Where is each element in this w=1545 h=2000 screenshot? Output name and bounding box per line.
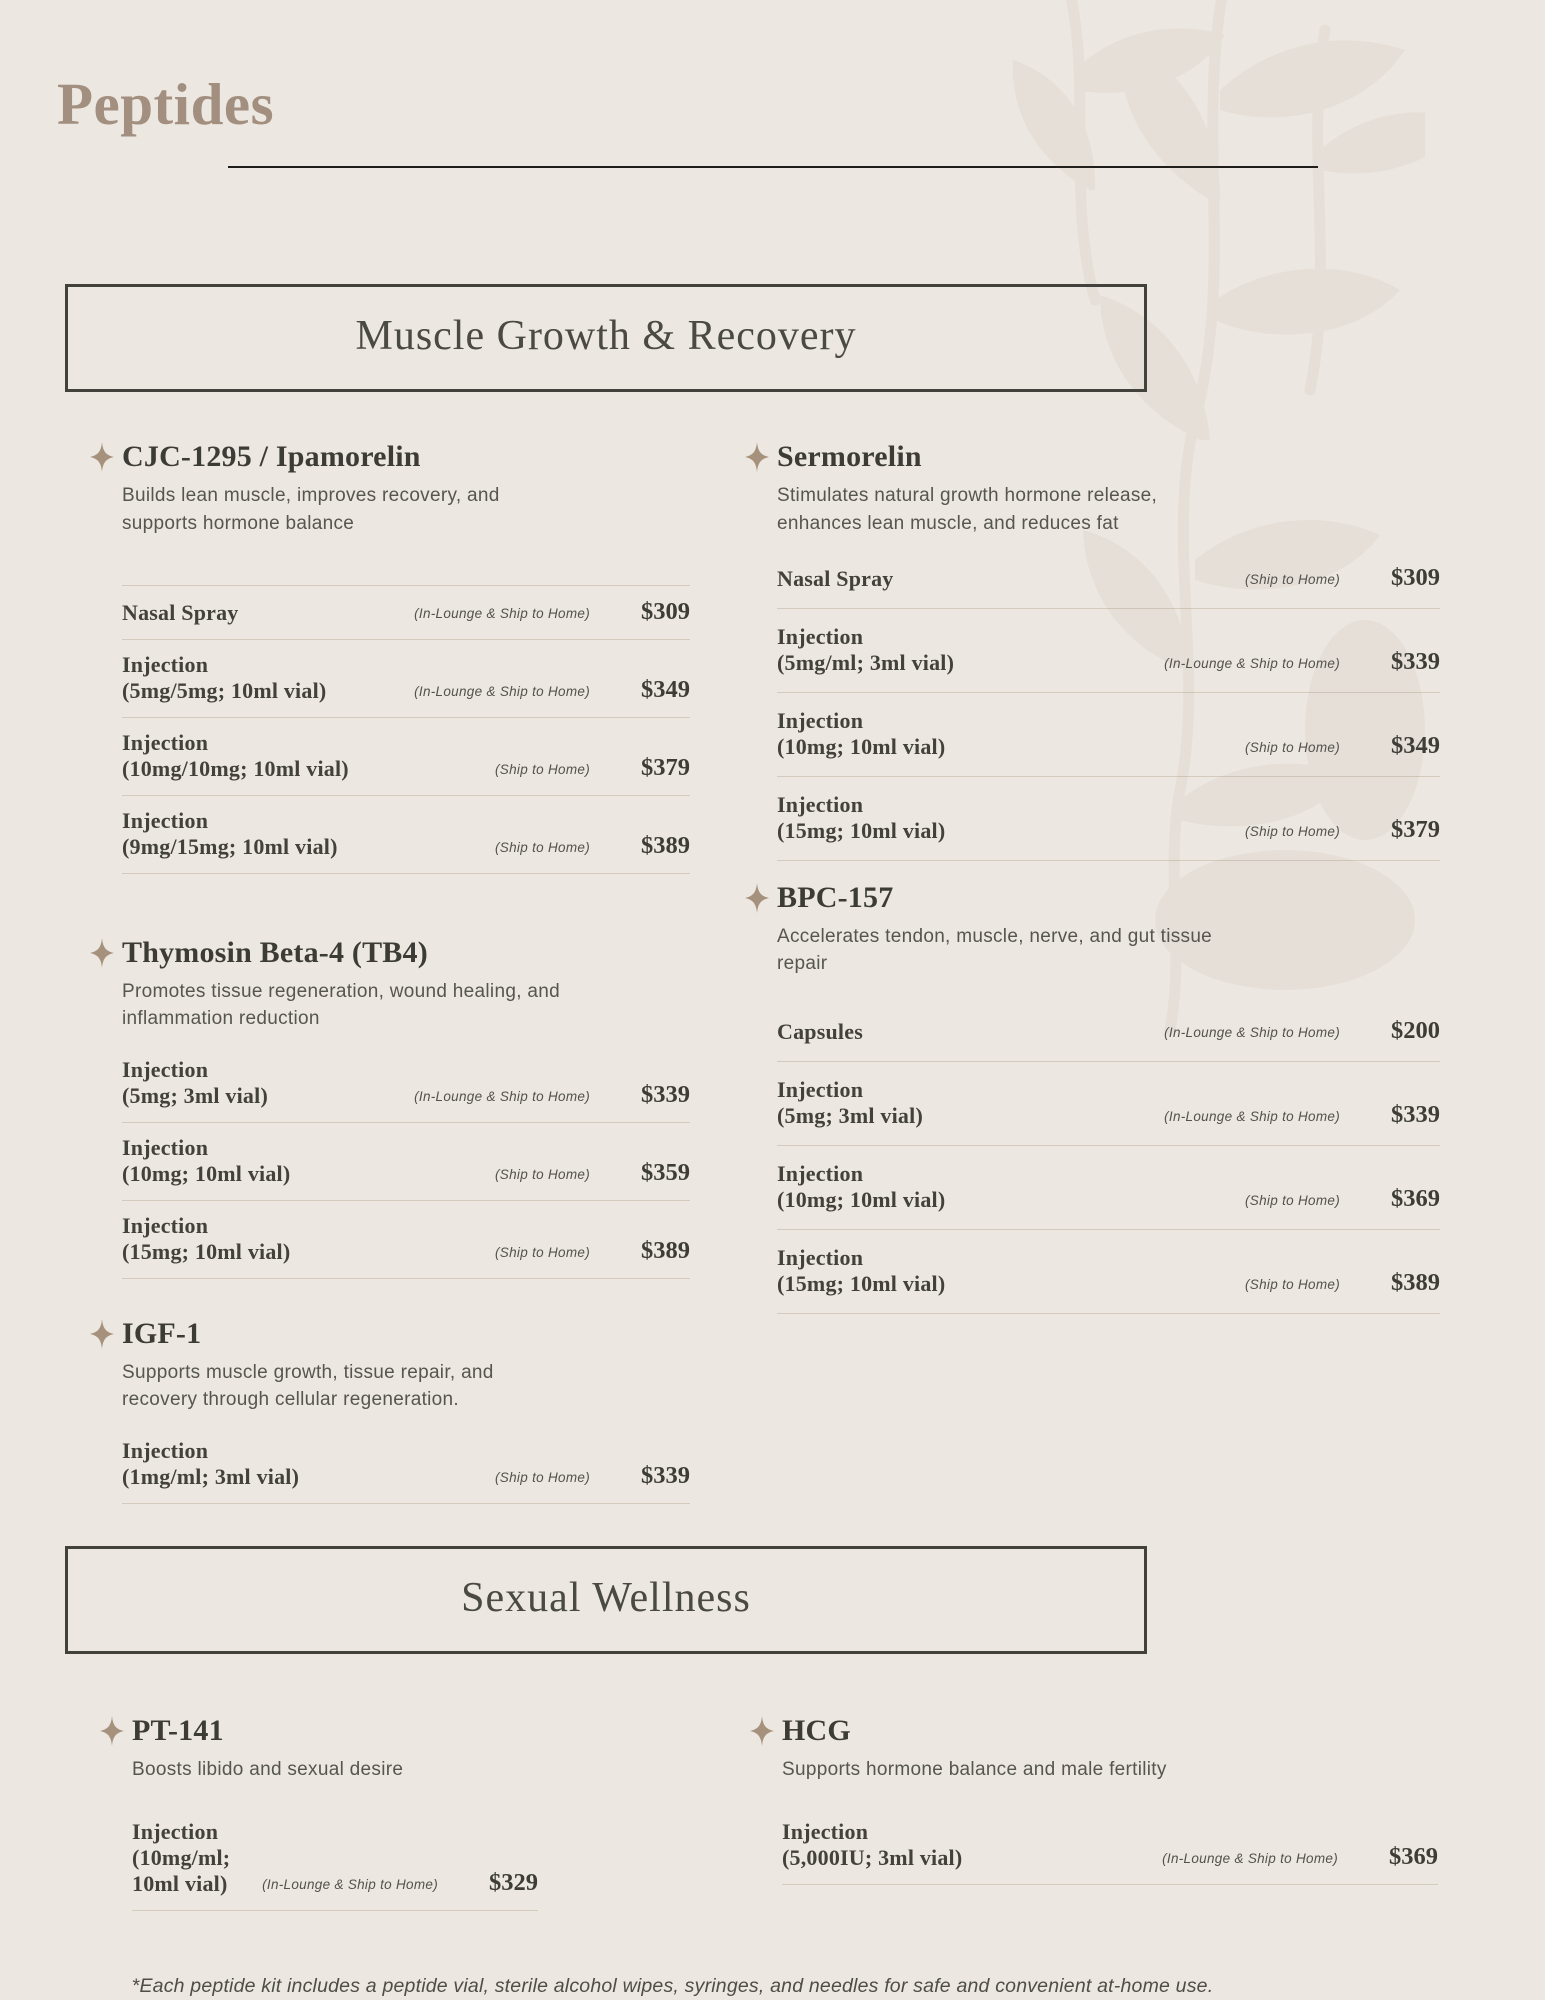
item-dosage: (5mg/ml; 3ml vial): [777, 650, 955, 676]
price-row: [777, 1062, 1440, 1146]
product-name: PT-141: [132, 1713, 224, 1747]
price-row: [782, 1807, 1438, 1885]
product: [100, 1714, 538, 1911]
item-form: Injection: [777, 1076, 864, 1102]
item-form: Injection: [782, 1819, 869, 1845]
product-name: HCG: [782, 1713, 851, 1747]
price-row: [777, 1230, 1440, 1314]
item-form: Injection: [777, 624, 864, 650]
item-dosage: (9mg/15mg; 10ml vial): [122, 833, 338, 859]
item-dosage: (10mg/10mg; 10ml vial): [122, 755, 349, 781]
price-row: [777, 693, 1440, 777]
item-price: $369: [1389, 1843, 1438, 1871]
item-price: $200: [1391, 1016, 1440, 1044]
product-description: Supports hormone balance and male fertility: [782, 1758, 1167, 1780]
product-header: [90, 440, 690, 473]
kit-footnote: *Each peptide kit includes a peptide vial, sterile alcohol wipes, syringes, and needles for safe and convenient at-home use.: [131, 1975, 1214, 1998]
price-rows: [782, 1807, 1438, 1885]
item-price: $389: [1391, 1268, 1440, 1296]
menu-column: [745, 440, 1440, 1314]
availability-note: (In-Lounge & Ship to Home): [1164, 1024, 1340, 1040]
sparkle-star-icon: [90, 442, 114, 472]
item-price: $369: [1391, 1184, 1440, 1212]
product-body: [122, 1359, 690, 1504]
item-dosage: (5mg/5mg; 10ml vial): [122, 678, 327, 704]
item-dosage: (10mg; 10ml vial): [122, 1160, 291, 1186]
item-form: Injection: [777, 1160, 864, 1186]
sparkle-star-icon: [90, 938, 114, 968]
section-title: Sexual Wellness: [461, 1574, 751, 1621]
availability-note: (Ship to Home): [1245, 739, 1340, 755]
product-body: [122, 482, 690, 874]
item-form: Nasal Spray: [777, 566, 894, 592]
item-price: $389: [641, 1236, 690, 1264]
sparkle-star-icon: [750, 1716, 774, 1746]
item-dosage: (15mg; 10ml vial): [122, 1238, 291, 1264]
item-price: $349: [1391, 731, 1440, 759]
item-form: Injection: [122, 807, 209, 833]
item-label: [122, 600, 414, 626]
item-price: $339: [1391, 1100, 1440, 1128]
item-price: $359: [641, 1158, 690, 1186]
item-label: [122, 808, 495, 860]
availability-note: (Ship to Home): [1245, 1192, 1340, 1208]
menu-column: [90, 440, 690, 1504]
item-label: [782, 1819, 1162, 1871]
item-form: Injection: [777, 791, 864, 817]
item-form: Injection: [122, 730, 209, 755]
item-dosage: (15mg; 10ml vial): [777, 817, 946, 843]
product-name: CJC-1295 / Ipamorelin: [122, 440, 421, 473]
product-description: Supports muscle growth, tissue repair, and recovery through cellular regeneration.: [122, 1361, 494, 1411]
item-label: [777, 1077, 1164, 1129]
item-price: $379: [641, 753, 690, 781]
item-form: Injection: [122, 1212, 209, 1238]
price-rows: [122, 1426, 690, 1504]
availability-note: (In-Lounge & Ship to Home): [414, 606, 590, 622]
product-name: BPC-157: [777, 880, 894, 914]
item-form: Injection: [777, 708, 864, 733]
product-body: [782, 1756, 1438, 1885]
item-label: [777, 1019, 1164, 1045]
sparkle-star-icon: [750, 1716, 774, 1746]
item-label: [777, 1161, 1245, 1213]
price-row: [122, 718, 690, 796]
product: [745, 881, 1440, 1314]
item-label: [777, 624, 1164, 676]
price-rows: [777, 549, 1440, 861]
item-label: [122, 1213, 495, 1265]
item-label: [777, 792, 1245, 844]
price-row: [122, 1123, 690, 1201]
item-price: $389: [641, 831, 690, 859]
item-label: [122, 730, 495, 782]
availability-note: (In-Lounge & Ship to Home): [1164, 656, 1340, 671]
product-description: Promotes tissue regeneration, wound healing, and inflammation reduction: [122, 980, 560, 1030]
page-title: Peptides: [57, 71, 275, 137]
product-name: Sermorelin: [777, 440, 922, 473]
section-columns: [100, 1714, 1545, 1911]
availability-note: (Ship to Home): [495, 839, 590, 855]
item-label: [122, 1057, 414, 1109]
product-body: [777, 482, 1440, 861]
section-columns: [90, 440, 1545, 1504]
price-row: [122, 796, 690, 874]
menu-section: [0, 1546, 1545, 1911]
product-description: Accelerates tendon, muscle, nerve, and gut tissue repair: [777, 925, 1213, 975]
product-header: [90, 1317, 690, 1350]
price-row: [777, 549, 1440, 609]
item-price: $309: [641, 598, 690, 626]
item-label: [777, 708, 1245, 760]
price-row: [777, 777, 1440, 861]
product-body: [132, 1756, 538, 1911]
sparkle-star-icon: [90, 1319, 114, 1349]
item-dosage: (10mg; 10ml vial): [777, 1186, 946, 1212]
sparkle-star-icon: [745, 883, 769, 913]
availability-note: (Ship to Home): [495, 1244, 590, 1260]
product: [90, 440, 690, 874]
availability-note: (Ship to Home): [1245, 1276, 1340, 1292]
sections: [0, 284, 1545, 1911]
section-title-box: [65, 1546, 1147, 1654]
product-body: [777, 923, 1440, 1314]
product-header: [745, 440, 1440, 473]
availability-note: (In-Lounge & Ship to Home): [262, 1877, 438, 1893]
availability-note: (In-Lounge & Ship to Home): [1162, 1851, 1338, 1867]
price-row: [122, 1426, 690, 1504]
price-rows: [132, 1807, 538, 1911]
title-divider: [228, 166, 1318, 168]
availability-note: (Ship to Home): [495, 1166, 590, 1182]
item-label: [122, 1438, 495, 1490]
availability-note: (Ship to Home): [1245, 572, 1340, 588]
price-row: [122, 640, 690, 718]
item-form: Injection: [122, 652, 209, 678]
price-row: [777, 1002, 1440, 1062]
price-rows: [122, 585, 690, 874]
price-row: [777, 1146, 1440, 1230]
sparkle-star-icon: [100, 1716, 124, 1746]
item-dosage: (5mg; 3ml vial): [777, 1102, 923, 1128]
product: [745, 440, 1440, 861]
item-form: Injection: [777, 1244, 864, 1270]
product-header: [745, 881, 1440, 914]
product-description: Builds lean muscle, improves recovery, and supports hormone balance: [122, 485, 500, 534]
item-form: Injection: [122, 1056, 209, 1082]
item-price: $349: [641, 676, 690, 703]
sparkle-star-icon: [745, 442, 769, 472]
item-dosage: (5mg; 3ml vial): [122, 1082, 268, 1108]
sparkle-star-icon: [100, 1716, 124, 1746]
availability-note: (In-Lounge & Ship to Home): [414, 1088, 590, 1104]
price-row: [122, 1045, 690, 1123]
sparkle-star-icon: [90, 1319, 114, 1349]
price-row: [122, 1201, 690, 1279]
sparkle-star-icon: [90, 938, 114, 968]
item-price: $339: [641, 1080, 690, 1108]
sparkle-star-icon: [745, 883, 769, 913]
item-form: Capsules: [777, 1018, 863, 1044]
item-form: Nasal Spray: [122, 600, 239, 626]
product-body: [122, 978, 690, 1279]
item-label: [122, 1135, 495, 1187]
product: [90, 1317, 690, 1504]
product: [90, 936, 690, 1279]
product-header: [750, 1714, 1438, 1747]
price-row: [122, 586, 690, 640]
availability-note: (In-Lounge & Ship to Home): [414, 684, 590, 699]
item-form: Injection: [122, 1437, 209, 1463]
section-title-box: [65, 284, 1147, 392]
item-label: [132, 1819, 262, 1897]
product-header: [100, 1714, 538, 1747]
product-name: Thymosin Beta-4 (TB4): [122, 935, 428, 969]
item-price: $339: [641, 1461, 690, 1489]
product-name: IGF-1: [122, 1316, 202, 1350]
item-dosage: (5,000IU; 3ml vial): [782, 1845, 963, 1871]
item-price: $379: [1391, 815, 1440, 843]
availability-note: (Ship to Home): [495, 1469, 590, 1485]
section-title: Muscle Growth & Recovery: [355, 313, 857, 359]
price-row: [132, 1807, 538, 1911]
item-label: [777, 566, 1245, 592]
item-label: [122, 652, 414, 704]
item-label: [777, 1245, 1245, 1297]
menu-section: [0, 284, 1545, 1504]
item-dosage: (10mg; 10ml vial): [777, 733, 946, 759]
item-price: $329: [489, 1869, 538, 1897]
item-price: $309: [1391, 564, 1440, 592]
item-dosage: (1mg/ml; 3ml vial): [122, 1463, 300, 1489]
availability-note: (Ship to Home): [495, 761, 590, 777]
availability-note: (Ship to Home): [1245, 823, 1340, 839]
item-form: Injection: [122, 1134, 209, 1160]
price-rows: [122, 1045, 690, 1279]
item-dosage: (10mg/ml; 10ml vial): [132, 1845, 231, 1897]
item-dosage: (15mg; 10ml vial): [777, 1270, 946, 1296]
item-form: Injection: [132, 1819, 219, 1845]
sparkle-star-icon: [90, 442, 114, 472]
price-row: [777, 609, 1440, 693]
menu-column: [750, 1714, 1438, 1885]
price-rows: [777, 1002, 1440, 1314]
product-header: [90, 936, 690, 969]
item-price: $339: [1391, 648, 1440, 675]
product: [750, 1714, 1438, 1885]
sparkle-star-icon: [745, 442, 769, 472]
product-description: Stimulates natural growth hormone release, enhances lean muscle, and reduces fat: [777, 485, 1158, 534]
availability-note: (In-Lounge & Ship to Home): [1164, 1108, 1340, 1124]
product-description: Boosts libido and sexual desire: [132, 1758, 404, 1780]
menu-column: [100, 1714, 538, 1911]
